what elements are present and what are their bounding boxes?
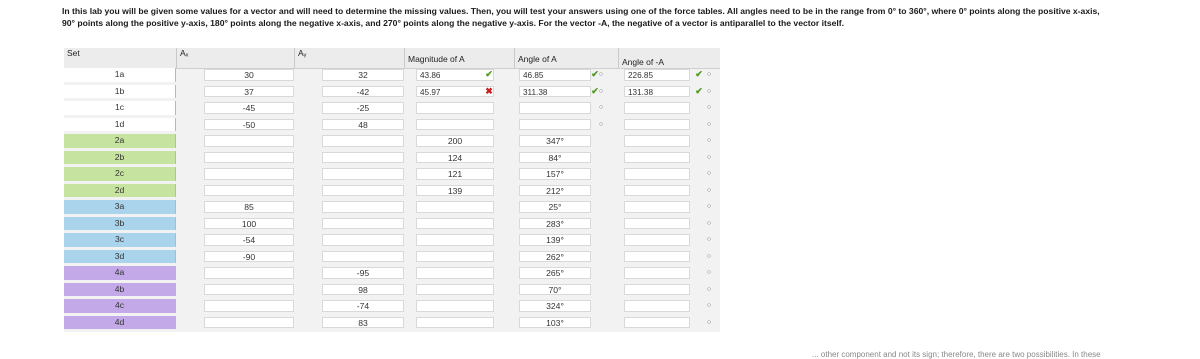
angle-neg-a-status-icon: ○	[706, 170, 712, 177]
angle-a-status-icon: ○	[598, 120, 604, 128]
header-angle-a	[514, 48, 618, 68]
magnitude-mark	[482, 233, 496, 246]
set-label: 4d	[64, 316, 176, 330]
angle-a-status-icon	[596, 299, 606, 312]
table-row	[64, 118, 720, 132]
angle-a-input[interactable]: 84°	[519, 152, 591, 164]
angle-a-status-icon: ○	[598, 104, 604, 111]
ay-input[interactable]: 98	[322, 284, 404, 296]
ax-input[interactable]: -54	[204, 234, 294, 246]
angle-a-status-icon	[596, 217, 606, 230]
angle-a-input[interactable]	[519, 102, 591, 114]
ax-input[interactable]	[204, 185, 294, 197]
ax-input[interactable]: -45	[204, 102, 294, 114]
table-row	[64, 299, 720, 313]
table-row	[64, 85, 720, 99]
ay-input[interactable]	[322, 201, 404, 213]
magnitude-mark	[482, 118, 496, 131]
vector-table	[64, 48, 720, 332]
ay-input[interactable]: 32	[322, 69, 404, 81]
angle-a-input[interactable]: 157°	[519, 168, 591, 180]
angle-neg-a-input[interactable]	[624, 201, 690, 213]
header-magnitude-label: Magnitude of A	[408, 54, 465, 64]
angle-a-status-icon	[596, 167, 606, 180]
set-label: 2c	[64, 167, 176, 181]
header-ay-label: Aᵧ	[298, 48, 307, 58]
ay-input[interactable]: 83	[322, 317, 404, 329]
table-row	[64, 266, 720, 280]
angle-a-input[interactable]	[519, 119, 591, 131]
angle-neg-a-status-icon: ○	[706, 104, 712, 111]
magnitude-input[interactable]: 124	[416, 152, 494, 164]
set-label: 3a	[64, 200, 176, 214]
ay-input[interactable]	[322, 234, 404, 246]
angle-a-input[interactable]: 46.85	[519, 69, 591, 81]
magnitude-mark	[482, 101, 496, 114]
ay-input[interactable]	[322, 152, 404, 164]
set-label: 4b	[64, 283, 176, 297]
header-ax	[176, 48, 294, 68]
angle-neg-a-status-icon: ○	[706, 302, 712, 309]
table-row	[64, 167, 720, 181]
ay-input[interactable]: 48	[322, 119, 404, 131]
angle-a-input[interactable]: 212°	[519, 185, 591, 197]
angle-neg-a-input[interactable]	[624, 284, 690, 296]
footer-text: ... other component and not its sign; therefore, there are two possibilities. In these	[812, 350, 1101, 359]
angle-neg-a-status-icon: ○	[706, 120, 712, 128]
angle-a-input[interactable]: 283°	[519, 218, 591, 230]
set-label: 3c	[64, 233, 176, 247]
header-ay	[294, 48, 404, 68]
table-row	[64, 233, 720, 247]
ay-input[interactable]	[322, 251, 404, 263]
ax-input[interactable]: 37	[204, 86, 294, 98]
angle-neg-a-status-icon: ○	[706, 219, 712, 227]
ay-input[interactable]	[322, 135, 404, 147]
angle-a-input[interactable]: 265°	[519, 267, 591, 279]
set-label: 1b	[64, 85, 176, 99]
table-row	[64, 250, 720, 264]
magnitude-mark	[482, 217, 496, 230]
header-angle-neg-a-label: Angle of -A	[622, 57, 665, 67]
table-row	[64, 101, 720, 115]
magnitude-mark	[482, 167, 496, 180]
angle-neg-a-input[interactable]	[624, 102, 690, 114]
table-row	[64, 283, 720, 297]
ax-input[interactable]	[204, 284, 294, 296]
magnitude-mark	[482, 283, 496, 296]
header-ax-label: Aₓ	[180, 48, 189, 58]
magnitude-input[interactable]: 139	[416, 185, 494, 197]
angle-a-status-icon	[596, 233, 606, 246]
set-label: 1c	[64, 101, 176, 115]
angle-a-status-icon	[596, 200, 606, 213]
set-label: 3d	[64, 250, 176, 264]
header-set-label: Set	[67, 48, 80, 58]
ax-input[interactable]: -50	[204, 119, 294, 131]
angle-a-status-icon: ○	[598, 87, 604, 95]
set-label: 3b	[64, 217, 176, 231]
ax-input[interactable]	[204, 300, 294, 312]
angle-neg-a-input[interactable]	[624, 185, 690, 197]
angle-a-status-icon	[596, 316, 606, 329]
set-label: 1a	[64, 68, 176, 82]
header-angle-neg-a	[618, 48, 720, 68]
ax-input[interactable]	[204, 135, 294, 147]
magnitude-mark	[482, 299, 496, 312]
angle-a-status-icon	[596, 250, 606, 263]
ay-input[interactable]: -95	[322, 267, 404, 279]
angle-neg-a-input[interactable]: 226.85	[624, 69, 690, 81]
ay-input[interactable]	[322, 185, 404, 197]
ax-input[interactable]	[204, 152, 294, 164]
ay-input[interactable]	[322, 218, 404, 230]
angle-a-check-icon: ✔	[591, 85, 599, 96]
header-angle-a-label: Angle of A	[518, 54, 557, 64]
angle-neg-a-input[interactable]	[624, 168, 690, 180]
magnitude-mark	[482, 316, 496, 329]
table-row	[64, 316, 720, 330]
set-label: 1d	[64, 118, 176, 132]
magnitude-input[interactable]: 45.97	[416, 86, 494, 98]
ax-input[interactable]: -90	[204, 251, 294, 263]
magnitude-check-icon: ✔	[485, 69, 493, 79]
angle-neg-a-status-icon: ○	[706, 252, 712, 260]
angle-a-status-icon: ○	[598, 71, 604, 78]
angle-neg-a-input[interactable]	[624, 218, 690, 230]
angle-neg-a-input[interactable]	[624, 317, 690, 329]
ax-input[interactable]	[204, 168, 294, 180]
instructions-line-1: In this lab you will be given some values for a vector and will need to determine the missing values. Then, you will test your answers using one of the force tables. All angles need to be in the range from 0° to 360°, where 0° points along the positive x-axis,	[62, 6, 1100, 16]
angle-neg-a-status-icon: ○	[706, 203, 712, 210]
angle-neg-a-status-icon: ○	[706, 87, 712, 95]
table-header	[64, 48, 720, 69]
angle-a-status-icon	[596, 184, 606, 197]
angle-a-status-icon	[596, 266, 606, 279]
table-row	[64, 217, 720, 231]
ay-input[interactable]: -74	[322, 300, 404, 312]
angle-a-input[interactable]: 262°	[519, 251, 591, 263]
magnitude-mark	[482, 250, 496, 263]
instructions-line-2: 90° points along the positive y-axis, 180° points along the negative x-axis, and 270° points along the negative y-axis. For the vector -A, the negative of a vector is antiparallel to the vector itself.	[62, 18, 845, 28]
ax-input[interactable]	[204, 267, 294, 279]
magnitude-mark	[482, 184, 496, 197]
angle-a-input[interactable]: 103°	[519, 317, 591, 329]
magnitude-mark	[482, 200, 496, 213]
set-label: 2d	[64, 184, 176, 198]
angle-neg-a-status-icon: ○	[706, 153, 712, 161]
angle-neg-a-input[interactable]: 131.38	[624, 86, 690, 98]
angle-a-input[interactable]: 311.38	[519, 86, 591, 98]
angle-neg-a-input[interactable]	[624, 119, 690, 131]
set-label: 2b	[64, 151, 176, 165]
magnitude-mark	[482, 266, 496, 279]
magnitude-input[interactable]: 121	[416, 168, 494, 180]
angle-neg-a-input[interactable]	[624, 300, 690, 312]
instructions	[62, 5, 1192, 29]
magnitude-mark	[482, 134, 496, 147]
ax-input[interactable]	[204, 317, 294, 329]
set-label: 2a	[64, 134, 176, 148]
set-label: 4c	[64, 299, 176, 313]
angle-a-input[interactable]: 70°	[519, 284, 591, 296]
angle-a-check-icon: ✔	[591, 69, 599, 79]
angle-neg-a-input[interactable]	[624, 267, 690, 279]
angle-neg-a-input[interactable]	[624, 135, 690, 147]
magnitude-mark	[482, 151, 496, 164]
angle-neg-a-status-icon: ○	[706, 318, 712, 326]
table-row	[64, 134, 720, 148]
table-row	[64, 200, 720, 214]
ax-input[interactable]: 100	[204, 218, 294, 230]
angle-neg-a-status-icon: ○	[706, 269, 712, 276]
angle-neg-a-status-icon: ○	[706, 137, 712, 144]
angle-a-input[interactable]: 347°	[519, 135, 591, 147]
angle-neg-a-status-icon: ○	[706, 236, 712, 243]
angle-neg-a-check-icon: ✔	[695, 69, 703, 79]
angle-a-input[interactable]: 25°	[519, 201, 591, 213]
angle-a-status-icon	[596, 283, 606, 296]
ax-input[interactable]: 30	[204, 69, 294, 81]
header-magnitude	[404, 48, 514, 68]
angle-neg-a-status-icon: ○	[706, 285, 712, 293]
angle-a-status-icon	[596, 151, 606, 164]
set-label: 4a	[64, 266, 176, 280]
angle-neg-a-input[interactable]	[624, 152, 690, 164]
magnitude-input[interactable]: 43.86	[416, 69, 494, 81]
angle-neg-a-status-icon: ○	[706, 186, 712, 194]
table-row	[64, 184, 720, 198]
ay-input[interactable]: -42	[322, 86, 404, 98]
angle-a-input[interactable]: 139°	[519, 234, 591, 246]
angle-neg-a-input[interactable]	[624, 234, 690, 246]
angle-neg-a-input[interactable]	[624, 251, 690, 263]
header-set	[64, 48, 176, 68]
magnitude-cross-icon: ✖	[485, 85, 493, 96]
angle-a-status-icon	[596, 134, 606, 147]
ay-input[interactable]: -25	[322, 102, 404, 114]
angle-a-input[interactable]: 324°	[519, 300, 591, 312]
table-row	[64, 68, 720, 82]
angle-neg-a-check-icon: ✔	[695, 85, 703, 96]
magnitude-input[interactable]: 200	[416, 135, 494, 147]
angle-neg-a-status-icon: ○	[706, 71, 712, 78]
ax-input[interactable]: 85	[204, 201, 294, 213]
ay-input[interactable]	[322, 168, 404, 180]
table-row	[64, 151, 720, 165]
